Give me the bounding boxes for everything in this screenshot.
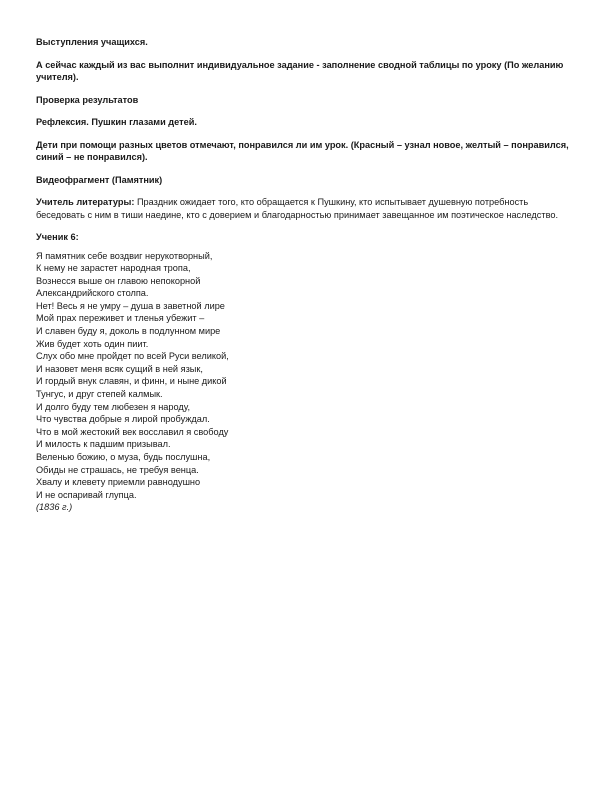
teacher-label: Учитель литературы:	[36, 197, 135, 207]
poem-line: Нет! Весь я не умру – душа в заветной лире	[36, 300, 225, 311]
document-page	[36, 36, 576, 514]
paragraph-colors: Дети при помощи разных цветов отмечают, понравился ли им урок. (Красный – узнал новое, желтый – понравился, синий – не понравился).	[36, 139, 569, 162]
poem-line: Александрийского столпа.	[36, 288, 149, 299]
poem-line: Я памятник себе воздвиг нерукотворный,	[36, 250, 213, 261]
poem-line: И славен буду я, доколь в подлунном мире	[36, 326, 221, 337]
heading-video-fragment: Видеофрагмент (Памятник)	[36, 174, 163, 185]
poem-line: И гордый внук славян, и финн, и ныне дикой	[36, 376, 227, 387]
poem-line: И назовет меня всяк сущий в ней язык,	[36, 363, 203, 374]
poem-line: И не оспаривай глупца.	[36, 489, 137, 500]
poem-line: Вознесся выше он главою непокорной	[36, 275, 201, 286]
heading-reflection: Рефлексия. Пушкин глазами детей.	[36, 117, 197, 127]
poem-line: И долго буду тем любезен я народу,	[36, 401, 191, 412]
poem-line: К нему не зарастет народная тропа,	[36, 263, 191, 274]
paragraph-teacher	[36, 196, 576, 221]
poem-date: (1836 г.)	[36, 502, 73, 513]
poem-line: И милость к падшим призывал.	[36, 439, 171, 450]
poem-line: Слух обо мне пройдет по всей Руси великой,	[36, 351, 229, 362]
poem-line: Что в мой жестокий век восславил я свободу	[36, 426, 229, 437]
poem-line: Мой прах переживет и тленья убежит –	[36, 313, 205, 324]
poem-line: Обиды не страшась, не требуя венца.	[36, 464, 199, 475]
poem	[36, 250, 576, 514]
poem-line: Что чувства добрые я лирой пробуждал.	[36, 414, 210, 425]
poem-line: Жив будет хоть один пиит.	[36, 338, 149, 349]
poem-line: Хвалу и клевету приемли равнодушно	[36, 477, 201, 488]
paragraph-individual-task: А сейчас каждый из вас выполнит индивидуальное задание - заполнение сводной таблицы по уроку (По желанию учителя).	[36, 59, 564, 82]
teacher-text: Праздник ожидает того, кто обращается к Пушкину, кто испытывает душевную потребность беседовать с ним в тиши наедине, кто с доверием и благодарностью принимает завещанное им поэтическое наследство.	[36, 197, 559, 220]
poem-line: Веленью божию, о муза, будь послушна,	[36, 452, 211, 462]
poem-line: Тунгус, и друг степей калмык.	[36, 389, 163, 400]
heading-student-speeches: Выступления учащихся.	[36, 37, 148, 47]
student-label: Ученик 6:	[36, 232, 79, 242]
heading-results-check: Проверка результатов	[36, 94, 139, 105]
